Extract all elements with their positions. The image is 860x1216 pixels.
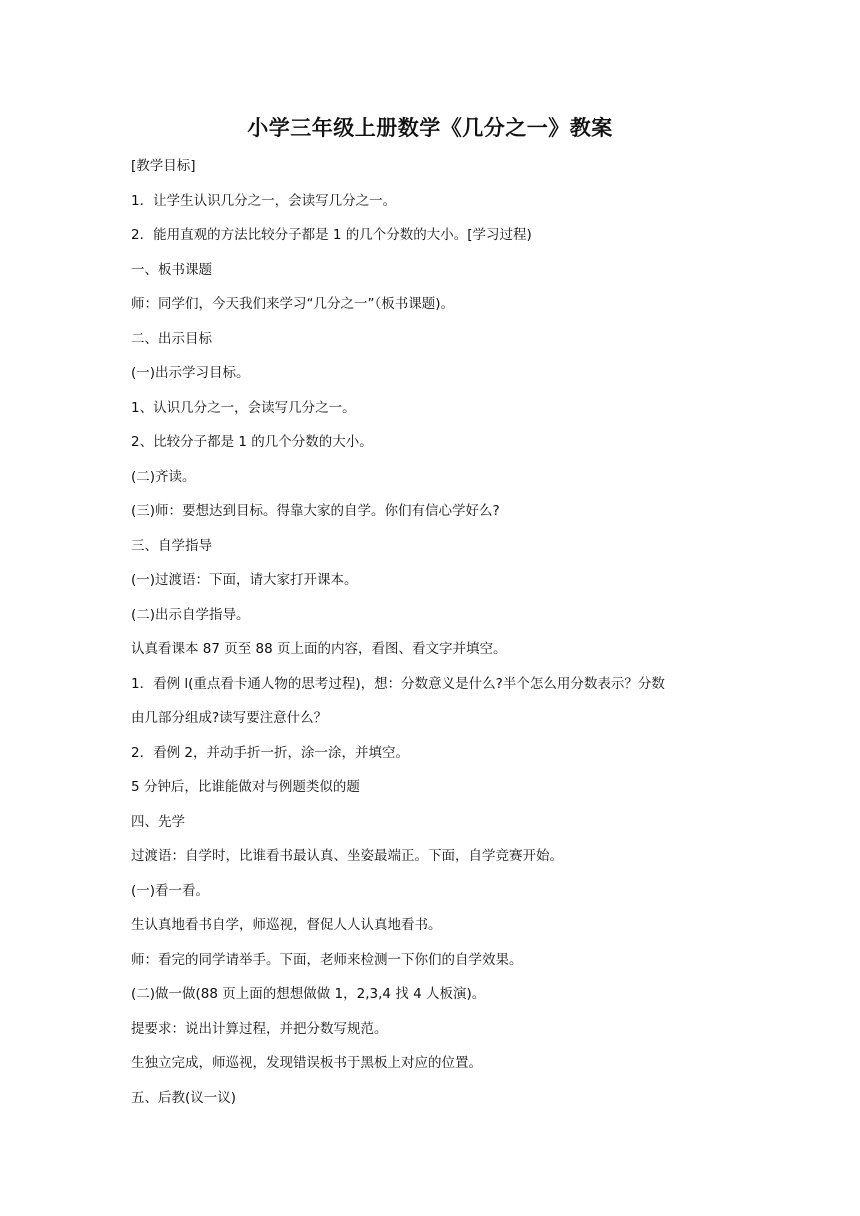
paragraph: (二)出示自学指导。 (131, 606, 250, 623)
paragraph: 2、比较分子都是 1 的几个分数的大小。 (131, 434, 373, 450)
paragraph: (一)看一看。 (131, 882, 210, 899)
paragraph: 师：看完的同学请举手。下面，老师来检测一下你们的自学效果。 (131, 951, 523, 968)
section-heading: 四、先学 (131, 813, 185, 830)
paragraph: (三)师：要想达到目标。得靠大家的自学。你们有信心学好么? (131, 503, 500, 519)
paragraph: 1．看例 l(重点看卡通人物的思考过程)，想：分数意义是什么?半个怎么用分数表示？分数 (131, 675, 665, 692)
paragraph: 生认真地看书自学，师巡视，督促人人认真地看书。 (131, 917, 442, 933)
paragraph: 生独立完成，师巡视，发现错误板书于黑板上对应的位置。 (131, 1055, 482, 1071)
paragraph: (二)齐读。 (131, 468, 196, 485)
section-heading: 二、出示目标 (131, 330, 212, 347)
paragraph: 过渡语：自学时，比谁看书最认真、坐姿最端正。下面，自学竞赛开始。 (131, 848, 563, 864)
paragraph: (二)做一做(88 页上面的想想做做 1，2,3,4 找 4 人板演)。 (131, 986, 486, 1002)
document-title: 小学三年级上册数学《几分之一》教案 (247, 116, 613, 140)
paragraph: 2．看例 2，并动手折一折，涂一涂，并填空。 (131, 744, 409, 761)
paragraph: 由几部分组成?读写要注意什么？ (131, 710, 328, 726)
paragraph: 1、认识几分之一，会读写几分之一。 (131, 399, 356, 416)
section-heading: 五、后教(议一议) (131, 1089, 237, 1106)
section-heading: 三、自学指导 (131, 537, 212, 554)
paragraph: 2．能用直观的方法比较分子都是 1 的几个分数的大小。[学习过程) (131, 227, 532, 243)
paragraph: 5 分钟后，比谁能做对与例题类似的题 (131, 779, 360, 795)
paragraph: 1．让学生认识几分之一，会读写几分之一。 (131, 192, 397, 209)
paragraph: 提要求：说出计算过程，并把分数写规范。 (131, 1020, 388, 1037)
document-body (131, 156, 731, 1122)
paragraph: (一)出示学习目标。 (131, 365, 250, 381)
section-heading: 一、板书课题 (131, 261, 212, 278)
paragraph: 师：同学们，今天我们来学习“几分之一”（板书课题)。 (131, 296, 455, 312)
paragraph: 认真看课本 87 页至 88 页上面的内容，看图、看文字并填空。 (131, 641, 507, 657)
paragraph: (一)过渡语：下面，请大家打开课本。 (131, 572, 358, 588)
paragraph: [教学目标] (131, 158, 196, 174)
